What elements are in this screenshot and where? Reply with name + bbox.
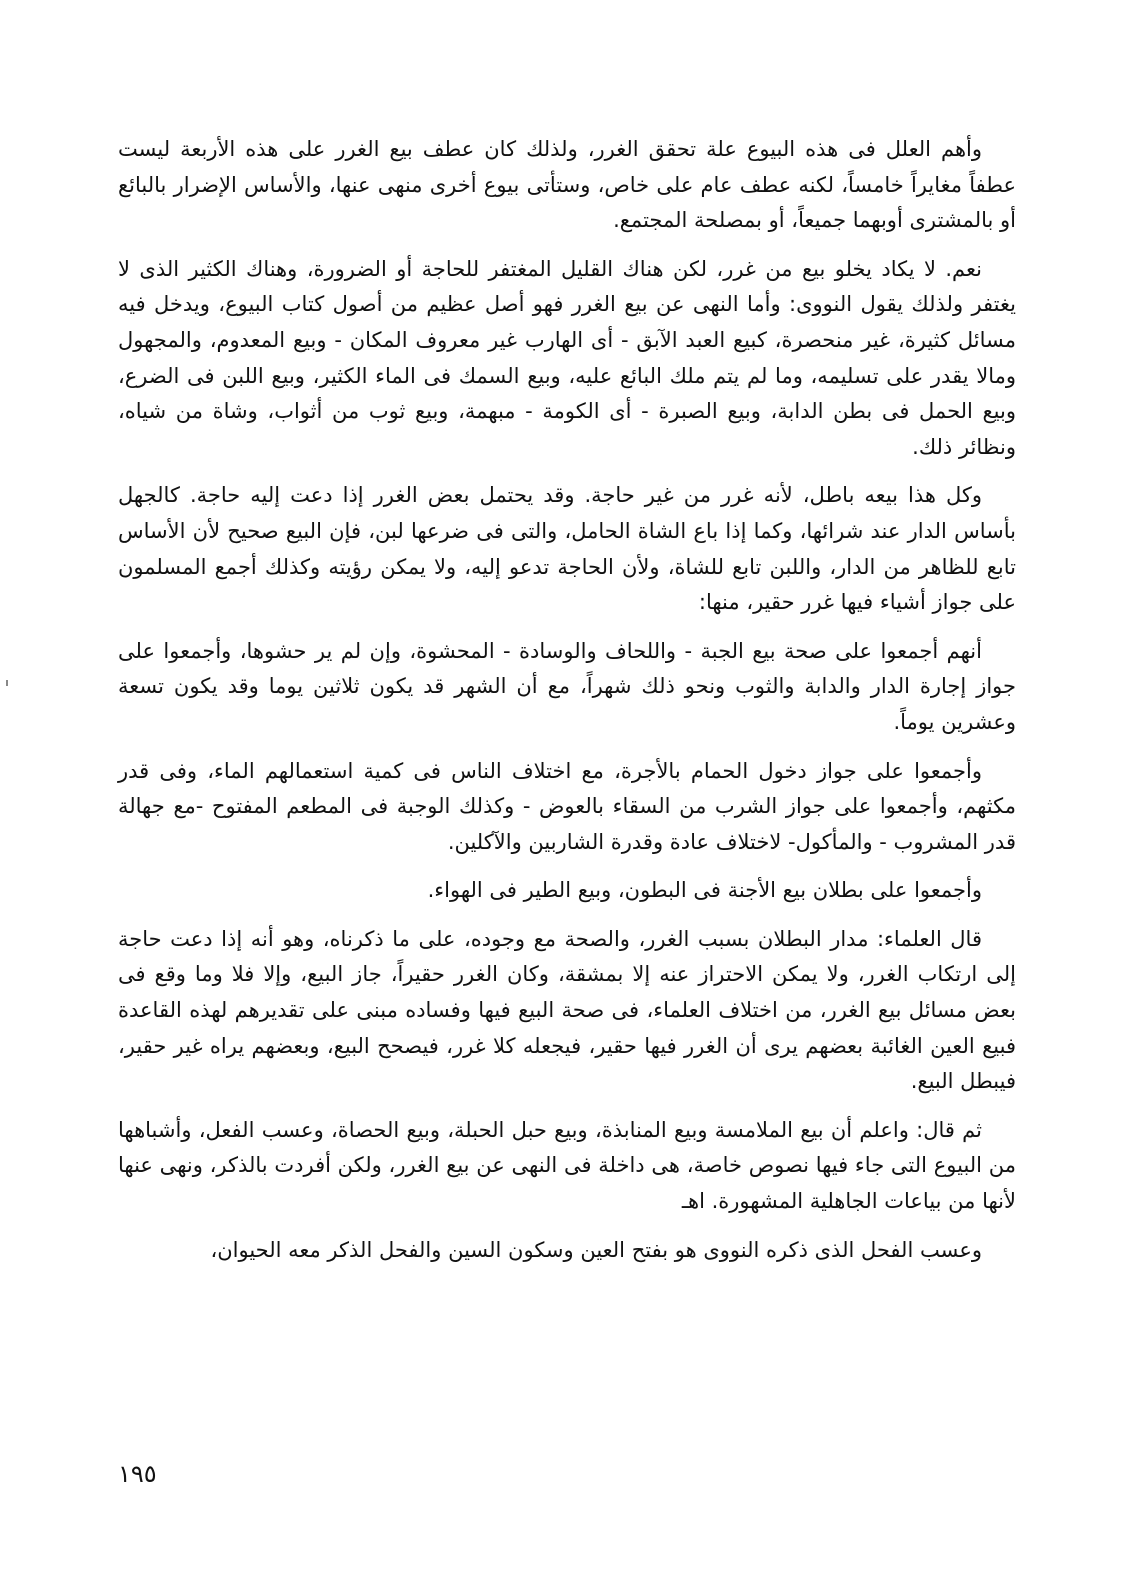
paragraph-5: وأجمعوا على جواز دخول الحمام بالأجرة، مع اختلاف الناس فى كمية استعمالهم الماء، وفى قدر مكثهم، وأجمعوا على جواز الشرب من السقاء بالعوض - وكذلك الوجبة فى المطعم المفتوح -مع جهالة قدر المشروب - والمأكول- لاختلاف عادة وقدرة الشاربين والآكلين.: [118, 758, 1016, 854]
paragraph-9: وعسب الفحل الذى ذكره النووى هو بفتح العين وسكون السين والفحل الذكر معه الحيوان،: [210, 1237, 982, 1262]
scan-margin-mark: [6, 680, 8, 686]
paragraph-3: وكل هذا بيعه باطل، لأنه غرر من غير حاجة. وقد يحتمل بعض الغرر إذا دعت إليه حاجة. كالجهل بأساس الدار عند شرائها، وكما إذا باع الشاة الحامل، والتى فى ضرعها لبن، فإن البيع صحيح لأن الأساس تابع للظاهر من الدار، واللبن تابع للشاة، ولأن الحاجة تدعو إليه، ولا يمكن رؤيته وكذلك أجمع المسلمون على جواز أشياء فيها غرر حقير، منها:: [118, 483, 1016, 615]
page-number: ١٩٥: [118, 1460, 157, 1488]
paragraph-4: أنهم أجمعوا على صحة بيع الجبة - واللحاف والوسادة - المحشوة، وإن لم ير حشوها، وأجمعوا على جواز إجارة الدار والدابة والثوب ونحو ذلك شهراً، مع أن الشهر قد يكون ثلاثين يوما وقد يكون تسعة وعشرين يوماً.: [118, 638, 1016, 734]
paragraph-6: وأجمعوا على بطلان بيع الأجنة فى البطون، وبيع الطير فى الهواء.: [427, 878, 982, 903]
paragraph-1: وأهم العلل فى هذه البيوع علة تحقق الغرر، ولذلك كان عطف بيع الغرر على هذه الأربعة ليست عطفاً مغايراً خامساً، لكنه عطف عام على خاص، وستأتى بيوع أخرى منهى عنها، والأساس الإضرار بالبائع أو بالمشترى أوبهما جميعاً، أو بمصلحة المجتمع.: [118, 137, 1016, 233]
paragraph-8: ثم قال: واعلم أن بيع الملامسة وبيع المنابذة، وبيع حبل الحبلة، وبيع الحصاة، وعسب الفعل، وأشباهها من البيوع التى جاء فيها نصوص خاصة، هى داخلة فى النهى عن بيع الغرر، ولكن أفردت بالذكر، ونهى عنها لأنها من بياعات الجاهلية المشهورة. اهـ: [118, 1117, 1016, 1214]
paragraph-7: قال العلماء: مدار البطلان بسبب الغرر، والصحة مع وجوده، على ما ذكرناه، وهو أنه إذا دعت حاجة إلى ارتكاب الغرر، ولا يمكن الاحتراز عنه إلا بمشقة، وكان الغرر حقيراً، جاز البيع، وإلا فلا وما وقع فى بعض مسائل بيع الغرر، من اختلاف العلماء، فى صحة البيع فيها وفساده مبنى على تقديرهم لهذه القاعدة فبيع العين الغائبة بعضهم يرى أن الغرر فيها حقير، فيجعله كلا غرر، فيصحح البيع، وبعضهم يراه غير حقير، فيبطل البيع.: [118, 926, 1016, 1094]
body-text: [118, 132, 1016, 1268]
paragraph-2: نعم. لا يكاد يخلو بيع من غرر، لكن هناك القليل المغتفر للحاجة أو الضرورة، وهناك الكثير الذى لا يغتفر ولذلك يقول النووى: وأما النهى عن بيع الغرر فهو أصل عظيم من أصول كتاب البيوع، ويدخل فيه مسائل كثيرة، غير منحصرة، كبيع العبد الآبق - أى الهارب غير معروف المكان - وبيع المعدوم، والمجهول ومالا يقدر على تسليمه، وما لم يتم ملك البائع عليه، وبيع السمك فى الماء الكثير، وبيع اللبن فى الضرع، وبيع الحمل فى بطن الدابة، وبيع الصبرة - أى الكومة - مبهمة، وبيع ثوب من أثواب، وشاة من شياه، ونظائر ذلك.: [118, 256, 1016, 459]
